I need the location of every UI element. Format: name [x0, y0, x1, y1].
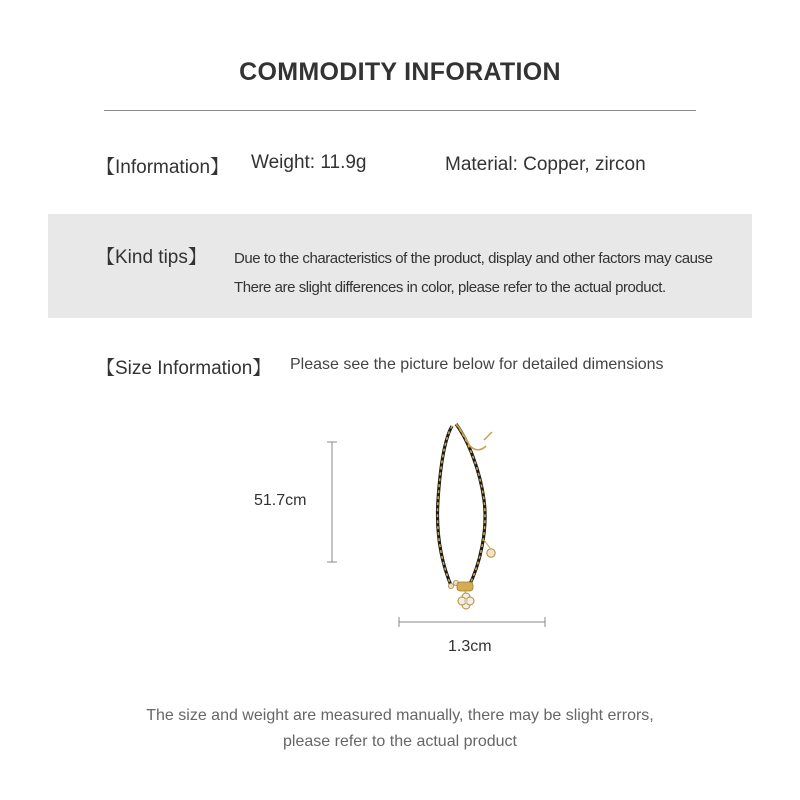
- size-information-label: 【Size Information】: [96, 358, 272, 379]
- information-label: 【Information】: [96, 157, 230, 178]
- width-dimension-label: 1.3cm: [448, 638, 492, 655]
- title-divider: [104, 110, 696, 111]
- material-value: Material: Copper, zircon: [445, 154, 646, 175]
- kind-tips-label: 【Kind tips】: [96, 247, 207, 268]
- kind-tips-line-1: Due to the characteristics of the product, display and other factors may cause: [234, 250, 713, 267]
- size-information-note: Please see the picture below for detailed dimensions: [290, 356, 664, 373]
- page-title: COMMODITY INFORATION: [239, 58, 561, 86]
- weight-value: Weight: 11.9g: [251, 152, 367, 173]
- height-dimension-line: [327, 442, 337, 562]
- kind-tips-line-2: There are slight differences in color, please refer to the actual product.: [234, 279, 666, 296]
- disclaimer-line-1: The size and weight are measured manually, there may be slight errors,: [146, 707, 654, 724]
- kind-tips-text: [234, 244, 713, 302]
- length-dimension-label: 51.7cm: [254, 492, 307, 509]
- necklace-image: [438, 424, 496, 609]
- necklace-figure: [240, 410, 560, 670]
- disclaimer-line-2: please refer to the actual product: [283, 733, 517, 750]
- information-row: [0, 152, 800, 182]
- measurement-disclaimer: [0, 703, 800, 755]
- width-dimension-line: [399, 617, 545, 627]
